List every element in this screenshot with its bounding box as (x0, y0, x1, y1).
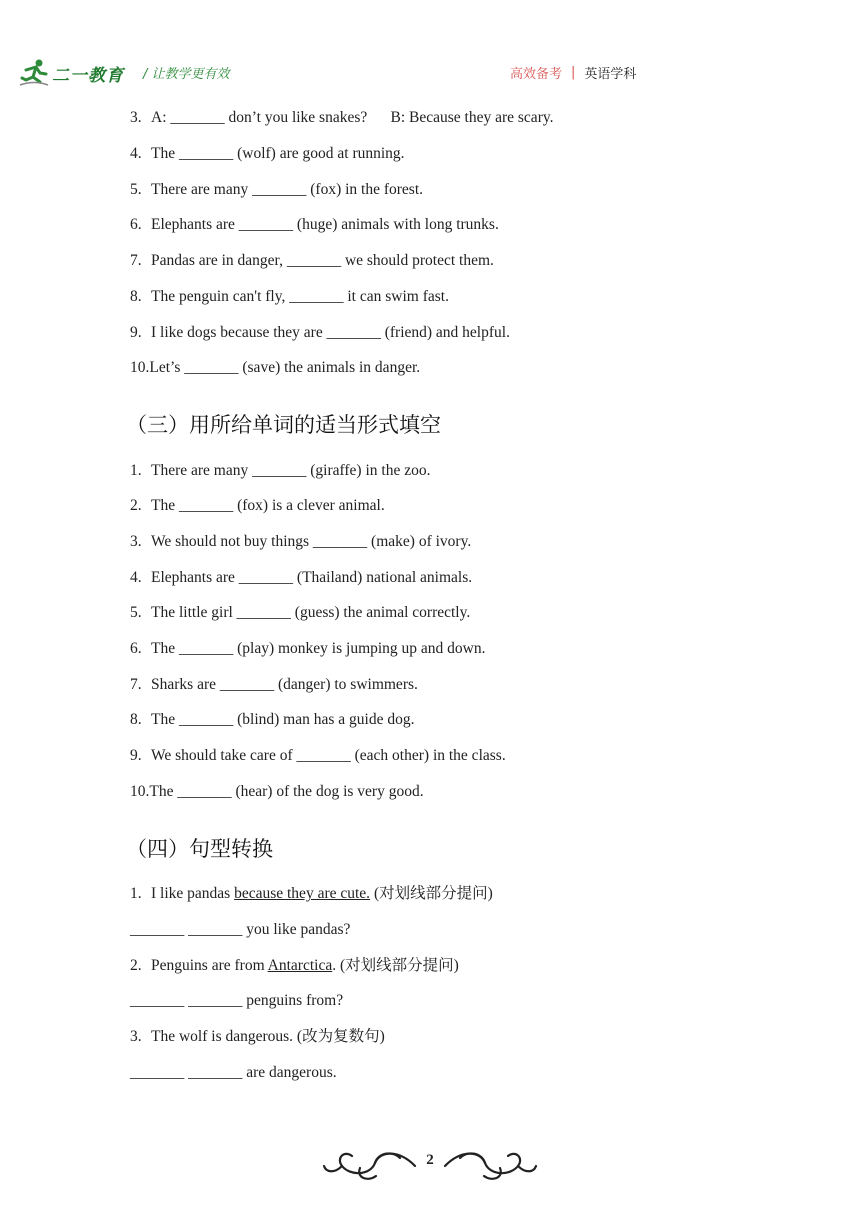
section-title: （四）句型转换 (126, 837, 273, 861)
header-subject: 英语学科 (584, 67, 637, 82)
exercise-item: 8. The penguin can't fly, _______ it can swim fast. (130, 288, 449, 305)
exercise-item: 3. A: _______ don’t you like snakes? B: Because they are scary. (130, 109, 554, 126)
exercise-item: 6. Elephants are _______ (huge) animals with long trunks. (130, 216, 499, 233)
exercise-item: 1. There are many _______ (giraffe) in the zoo. (130, 462, 431, 479)
exercise-item: 1. I like pandas because they are cute. (对划线部分提问) (130, 885, 493, 902)
page-footer (320, 1138, 540, 1188)
header-separator: | (571, 65, 576, 80)
header-right (510, 63, 636, 82)
exercise-item: 6. The _______ (play) monkey is jumping up and down. (130, 640, 486, 657)
exercise-item: 7. Pandas are in danger, _______ we should protect them. (130, 252, 494, 269)
exercise-item: 5. There are many _______ (fox) in the forest. (130, 181, 424, 198)
exercise-item: 9. We should take care of _______ (each other) in the class. (130, 747, 506, 764)
exercise-item: 8. The _______ (blind) man has a guide dog. (130, 711, 415, 728)
exercise-item: 10.Let’s _______ (save) the animals in danger. (130, 359, 421, 376)
header-tag: 高效备考 (510, 67, 563, 82)
exercise-item: 4. The _______ (wolf) are good at running. (130, 145, 405, 162)
exercise-item: 10.The _______ (hear) of the dog is very good. (130, 783, 424, 800)
exercise-item: 4. Elephants are _______ (Thailand) national animals. (130, 569, 473, 586)
page-header (0, 0, 860, 100)
page-number: 2 (426, 1152, 434, 1168)
slogan: / 让教学更有效 (143, 67, 230, 82)
answer-line: _______ _______ you like pandas? (130, 921, 351, 938)
exercise-item: 2. Penguins are from Antarctica. (对划线部分提问) (130, 957, 459, 974)
logo (18, 58, 124, 88)
exercise-item: 9. I like dogs because they are _______ (friend) and helpful. (130, 324, 510, 341)
logo-text: 二一教育 (52, 65, 124, 86)
section-title: （三）用所给单词的适当形式填空 (126, 413, 441, 437)
exercise-item: 5. The little girl _______ (guess) the animal correctly. (130, 604, 471, 621)
exercise-item: 2. The _______ (fox) is a clever animal. (130, 497, 385, 514)
exercise-item: 3. The wolf is dangerous. (改为复数句) (130, 1028, 385, 1045)
runner-logo-icon (18, 58, 50, 88)
answer-line: _______ _______ penguins from? (130, 992, 344, 1009)
exercise-item: 7. Sharks are _______ (danger) to swimmers. (130, 676, 418, 693)
exercise-item: 3. We should not buy things _______ (make) of ivory. (130, 533, 472, 550)
answer-line: _______ _______ are dangerous. (130, 1064, 337, 1081)
